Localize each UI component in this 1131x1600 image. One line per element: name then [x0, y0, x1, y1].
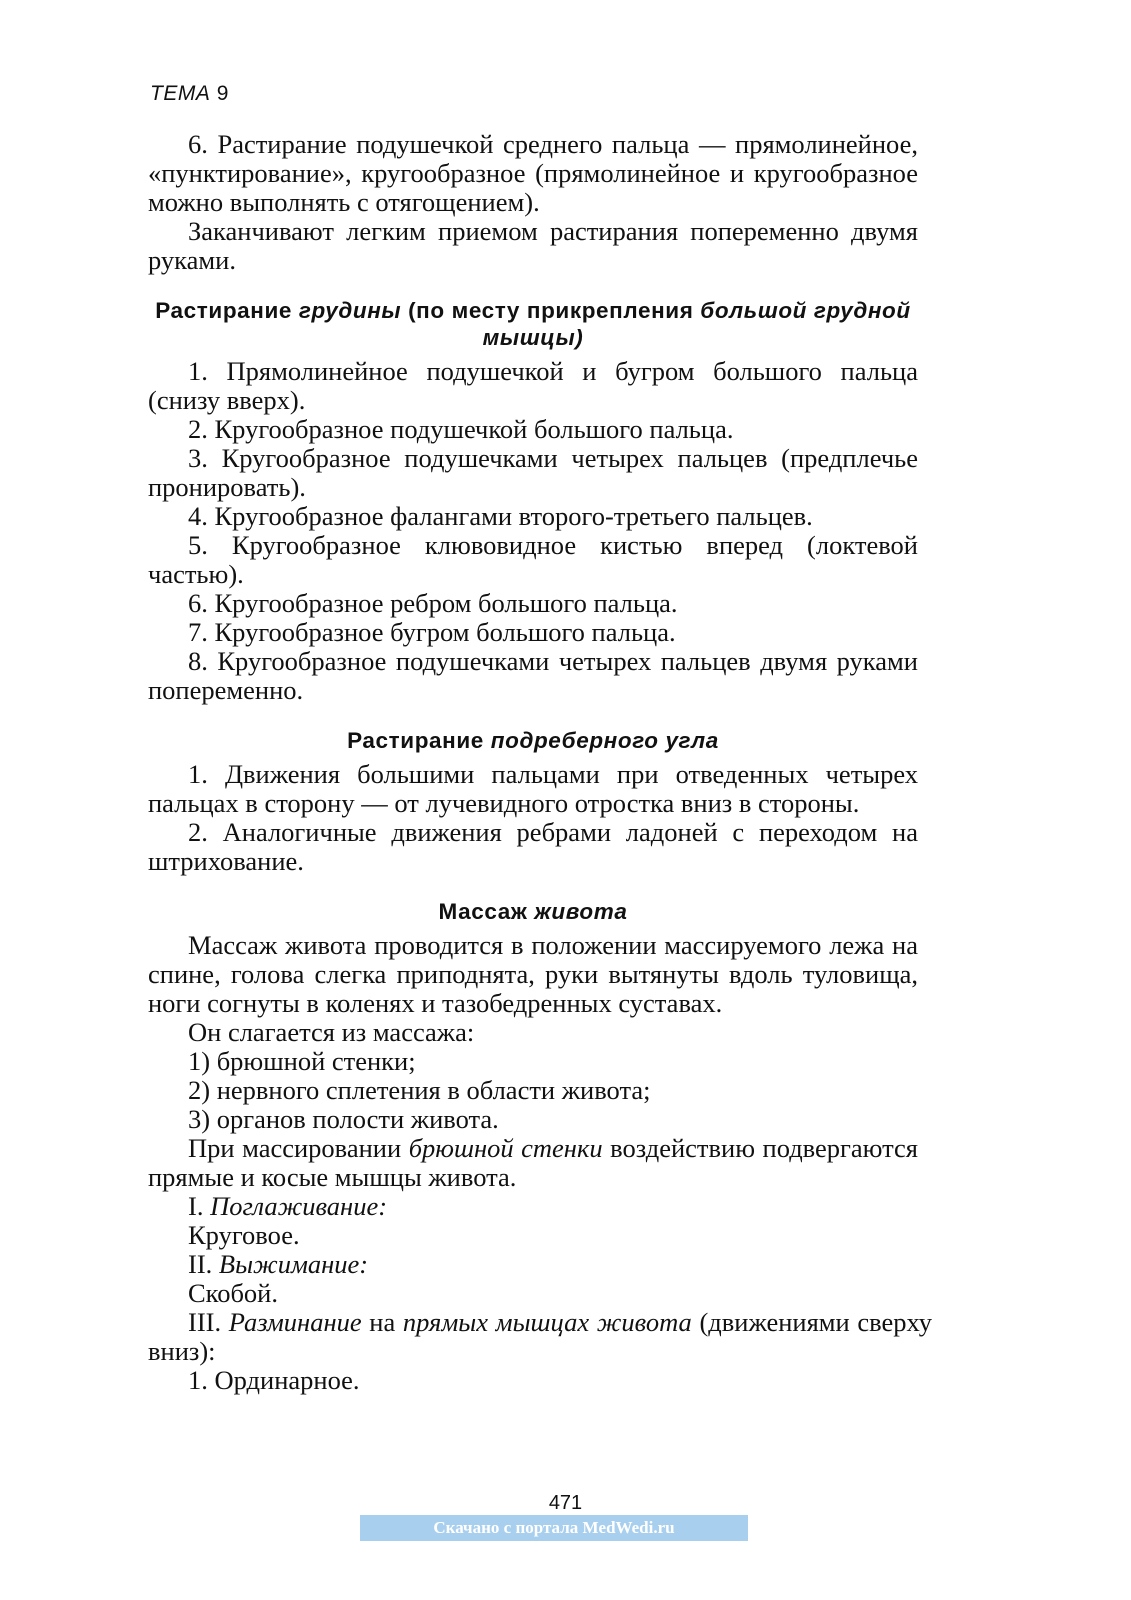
sternum-heading-italic2: большой грудной мышцы)	[482, 298, 911, 350]
watermark-banner: Скачано с портала MedWedi.ru	[360, 1515, 748, 1541]
subcostal-heading-prefix: Растирание	[347, 728, 484, 753]
abdomen-para-3	[148, 1134, 918, 1192]
sternum-heading	[148, 297, 918, 351]
sternum-heading-prefix: Растирание	[155, 298, 293, 323]
list-item: 3) органов полости живота.	[188, 1104, 499, 1134]
list-item: 8. Кругообразное подушечками четырех пальцев двумя руками попеременно.	[148, 646, 918, 705]
subcostal-heading-italic: подреберного угла	[490, 728, 719, 753]
para3-italic: брюшной стенки	[408, 1133, 603, 1163]
subsection-2-title	[148, 1250, 918, 1279]
abdomen-para-2: Он слагается из массажа:	[188, 1017, 475, 1047]
list-item: 5. Кругообразное клювовидное кистью вперед (локтевой частью).	[148, 530, 918, 589]
subsection-3-end: (движениями сверху вниз):	[148, 1307, 933, 1366]
subsection-3-name: Разминание	[228, 1307, 362, 1337]
list-item: 1. Движения большими пальцами при отведенных четырех пальцах в сторону — от лучевидного отростка вниз в стороны.	[148, 759, 918, 818]
subsection-3-title	[148, 1308, 932, 1366]
subsection-2-num: II.	[188, 1249, 213, 1279]
running-head	[150, 82, 229, 106]
running-title: ТЕМА	[150, 82, 211, 105]
page-content	[148, 129, 933, 1395]
list-item: 2. Кругообразное подушечкой большого пальца.	[188, 414, 734, 444]
subsection-3-num: III.	[188, 1307, 222, 1337]
list-item: 1. Прямолинейное подушечкой и бугром большого пальца (снизу вверх).	[148, 356, 918, 415]
page-number: 471	[548, 1492, 583, 1514]
list-item: 2) нервного сплетения в области живота;	[188, 1075, 651, 1105]
subsection-1-text: Круговое.	[188, 1220, 300, 1250]
subsection-1-name: Поглаживание:	[210, 1191, 388, 1221]
abdomen-heading-italic: живота	[534, 899, 628, 924]
sternum-heading-middle: (по месту прикрепления	[408, 298, 694, 323]
subsection-3-italic: прямых мышцах живота	[402, 1307, 692, 1337]
para3-start: При массировании	[188, 1133, 402, 1163]
subsection-3-item-1: 1. Ординарное.	[188, 1365, 360, 1395]
para3-end: воздействию подвергаются прямые и косые мышцы живота.	[148, 1133, 918, 1192]
subsection-3-mid: на	[369, 1307, 396, 1337]
intro-closing: Заканчивают легким приемом растирания попеременно двумя руками.	[148, 216, 918, 275]
list-item: 7. Кругообразное бугром большого пальца.	[188, 617, 676, 647]
list-item: 4. Кругообразное фалангами второго-третьего пальцев.	[188, 501, 813, 531]
list-item: 6. Кругообразное ребром большого пальца.	[188, 588, 678, 618]
section-number: 9	[216, 82, 229, 105]
subsection-2-name: Выжимание:	[218, 1249, 369, 1279]
abdomen-heading	[148, 898, 918, 925]
abdomen-heading-prefix: Массаж	[438, 899, 528, 924]
subsection-2-text: Скобой.	[188, 1278, 278, 1308]
intro-item-6: 6. Растирание подушечкой среднего пальца — прямолинейное, «пунктирование», кругообразное (прямолинейное и кругообразное можно выполнять с отягощением).	[148, 129, 918, 217]
subcostal-heading	[148, 727, 918, 754]
list-item: 1) брюшной стенки;	[188, 1046, 416, 1076]
subsection-1-title	[148, 1192, 918, 1221]
list-item: 3. Кругообразное подушечками четырех пальцев (предплечье пронировать).	[148, 443, 918, 502]
sternum-heading-italic1: грудины	[298, 298, 402, 323]
subsection-1-num: I.	[188, 1191, 204, 1221]
abdomen-para-1: Массаж живота проводится в положении массируемого лежа на спине, голова слегка приподнята, руки вытянуты вдоль туловища, ноги согнуты в коленях и тазобедренных суставах.	[148, 930, 918, 1018]
list-item: 2. Аналогичные движения ребрами ладоней с переходом на штрихование.	[148, 817, 918, 876]
